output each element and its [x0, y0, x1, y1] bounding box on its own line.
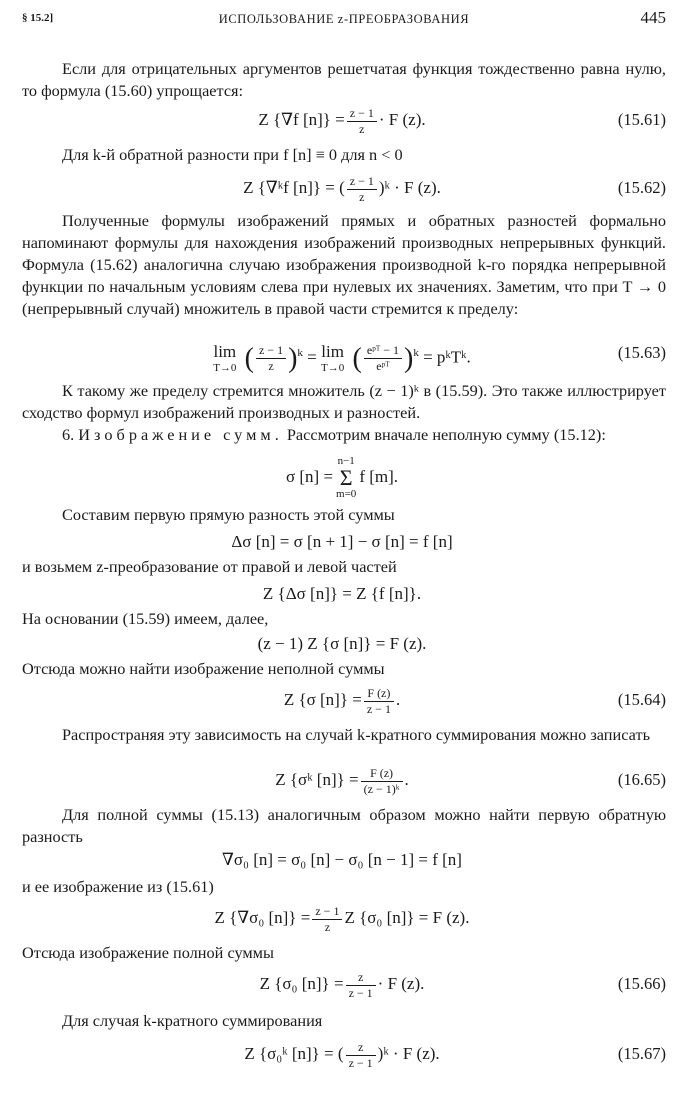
- equation: ∇σ₀ [n] = σ₀ [n] − σ₀ [n − 1] = f [n]: [222, 850, 462, 869]
- page-number: 445: [640, 8, 666, 27]
- equation-15-64: Z {σ [n]} = $\frac{F (z)}{z - 1}$ . (15.64): [0, 680, 684, 720]
- equation-16-65: Z {σᵏ [n]} = $\frac{F (z)}{\text{(z − 1)ᵏ}}$ . (16.65): [0, 760, 684, 800]
- header-title: ИСПОЛЬЗОВАНИЕ z-ПРЕОБРАЗОВАНИЯ: [218, 12, 470, 26]
- equation-15-66: Z {σ₀ [n]} = $\frac{z}{z - 1}$ · F (z). (15.66): [0, 964, 684, 1004]
- equation-15-61: Z {∇f [n]} = $\frac{z - 1}{z}$ · F (z). (15.61): [0, 100, 684, 140]
- equation-sum: σ [n] = n−1 Σ m=0 f [m].: [285, 455, 399, 501]
- paragraph: На основании (15.59) имеем, далее,: [22, 609, 269, 628]
- paragraph: Распространяя эту зависимость на случай k-кратного суммирования можно записать: [62, 725, 651, 744]
- equation-label: (15.66): [617, 974, 666, 993]
- equation-label: (15.62): [617, 178, 666, 197]
- paragraph: Для k-й обратной разности при f [n] ≡ 0 для n < 0: [62, 145, 403, 164]
- equation-label: (15.67): [617, 1044, 666, 1063]
- paragraph: Для полной суммы (15.13) аналогичным образом можно найти первую обратную разность: [22, 805, 666, 846]
- paragraph: Полученные формулы изображений прямых и обратных разностей формально напоминают формулы для нахождения изображений производных непрерывных функций. Формула (15.62) аналогична случаю изображения производной k-го порядка непрерывной функции по начальным условиям слева при нулевых их значениях. Заметим, что при T → 0 (непрерывный случай) множитель в правой части стремится к пределу:: [22, 211, 666, 318]
- paragraph: и ее изображение из (15.61): [22, 877, 214, 896]
- paragraph: Составим первую прямую разность этой суммы: [62, 505, 395, 524]
- section-ref: § 15.2]: [22, 12, 54, 24]
- equation-15-67: Z {σ₀ᵏ [n]} = ( $\frac{z}{z - 1}$ )ᵏ · F (z). (15.67): [0, 1034, 684, 1074]
- equation-label: (15.64): [617, 690, 666, 709]
- equation-15-63: lim T→0 ( $\frac{z - 1}{z}$ )$^k$ = lim T→0 ( $\frac{\text{eᵖᵀ − 1}}{\text{eᵖᵀ}}$ )$^k$ = pᵏTᵏ. (15.63): [0, 333, 684, 377]
- equation: Z {Δσ [n]} = Z {f [n]}.: [262, 584, 422, 603]
- equation: Δσ [n] = σ [n + 1] − σ [n] = f [n]: [231, 532, 453, 551]
- paragraph: К такому же пределу стремится множитель (z − 1)ᵏ в (15.59). Это также иллюстрирует сходство формул изображений производных и разностей.: [22, 381, 666, 422]
- paragraph: Отсюда изображение полной суммы: [22, 943, 274, 962]
- paragraph: Если для отрицательных аргументов решетчатая функция тождественно равна нулю, то формула (15.60) упрощается:: [22, 59, 666, 100]
- section-heading: Изображение сумм.: [78, 425, 283, 444]
- paragraph: Для случая k-кратного суммирования: [62, 1011, 323, 1030]
- paragraph: Отсюда можно найти изображение неполной суммы: [22, 659, 385, 678]
- running-header: [22, 10, 666, 32]
- paragraph: и возьмем z-преобразование от правой и левой частей: [22, 557, 397, 576]
- equation-label: (16.65): [617, 770, 666, 789]
- equation-15-62: Z {∇ᵏf [n]} = ( $\frac{z - 1}{z}$ )ᵏ · F (z). (15.62): [0, 168, 684, 208]
- paragraph: 6. Изображение сумм. Рассмотрим вначале неполную сумму (15.12):: [62, 425, 606, 444]
- equation: Z {∇σ₀ [n]} = $\frac{z - 1}{z}$ Z {σ₀ [n]} = F (z).: [214, 903, 470, 934]
- equation: (z − 1) Z {σ [n]} = F (z).: [257, 634, 427, 653]
- equation-label: (15.63): [617, 343, 666, 362]
- equation-label: (15.61): [617, 110, 666, 129]
